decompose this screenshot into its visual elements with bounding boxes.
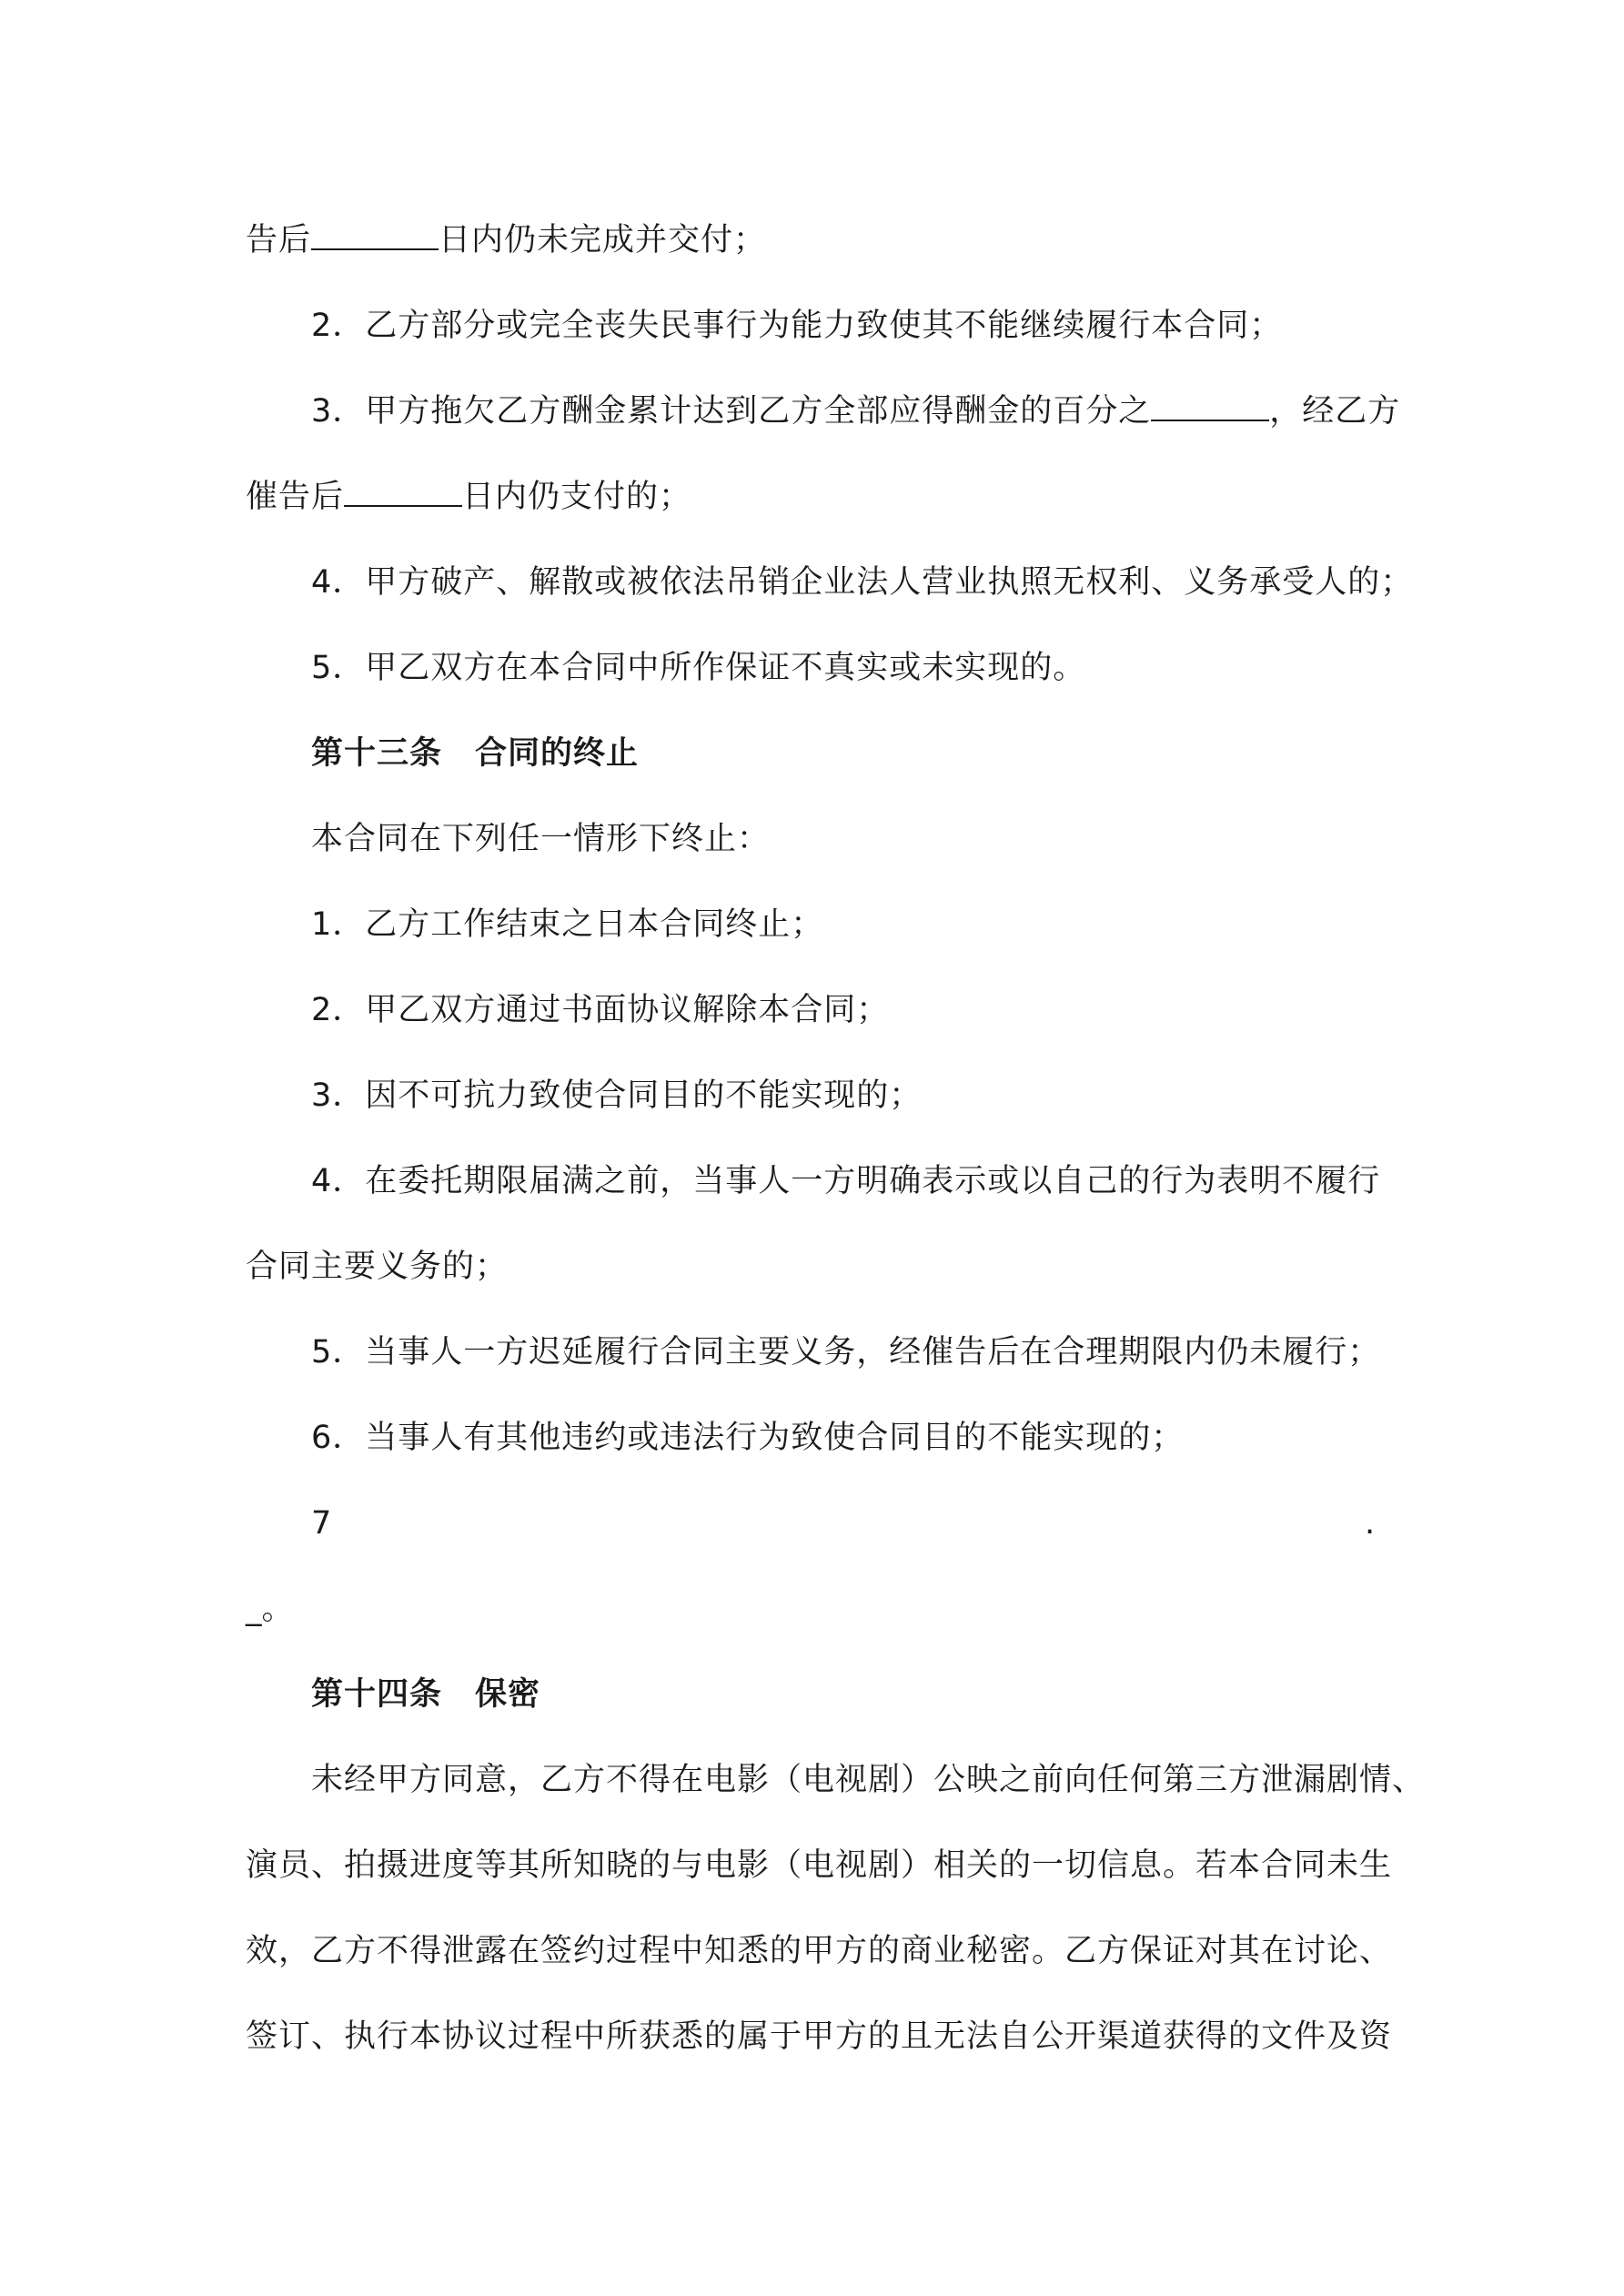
paragraph-line: 本合同在下列任一情形下终止： — [311, 821, 771, 857]
list-item-number: 7 — [311, 1505, 332, 1542]
list-item: 5．甲乙双方在本合同中所作保证不真实或未实现的。 — [311, 650, 1086, 686]
text: 催告后 — [246, 479, 345, 515]
fill-blank — [344, 470, 462, 507]
list-item: 3．因不可抗力致使合同目的不能实现的； — [311, 1077, 923, 1114]
paragraph-line: 演员、拍摄进度等其所知晓的与电影（电视剧）相关的一切信息。若本合同未生 — [246, 1847, 1393, 1884]
list-item: 2．甲乙双方通过书面协议解除本合同； — [311, 992, 890, 1028]
list-item: 1．乙方工作结束之日本合同终止； — [311, 906, 824, 943]
list-item — [311, 384, 1458, 439]
list-item-end: _。 — [246, 1591, 294, 1627]
paragraph-line — [246, 470, 1392, 524]
text: 3．甲方拖欠乙方酬金累计达到乙方全部应得酬金的百分之 — [311, 393, 1152, 430]
paragraph-line: 未经甲方同意，乙方不得在电影（电视剧）公映之前向任何第三方泄漏剧情、 — [311, 1762, 1426, 1798]
article-heading: 第十四条 保密 — [311, 1676, 541, 1713]
text: ，经乙方 — [1269, 393, 1401, 430]
text: 告后 — [246, 222, 312, 258]
fill-blank — [1151, 385, 1269, 421]
paragraph-line: 合同主要义务的； — [246, 1249, 509, 1285]
text: 日内仍未完成并交付； — [439, 222, 767, 258]
article-heading: 第十三条 合同的终止 — [311, 735, 640, 772]
paragraph-line: 签订、执行本协议过程中所获悉的属于甲方的且无法自公开渠道获得的文件及资 — [246, 2018, 1393, 2055]
list-item: 6．当事人有其他违约或违法行为致使合同目的不能实现的； — [311, 1420, 1185, 1456]
list-item: 4．在委托期限届满之前，当事人一方明确表示或以自己的行为表明不履行 — [311, 1163, 1381, 1199]
paragraph-line — [246, 213, 1392, 268]
list-item-dot: . — [1365, 1505, 1376, 1542]
text: 日内仍支付的； — [462, 479, 692, 515]
list-item: 5．当事人一方迟延履行合同主要义务，经催告后在合理期限内仍未履行； — [311, 1334, 1381, 1371]
list-item: 2．乙方部分或完全丧失民事行为能力致使其不能继续履行本合同； — [311, 308, 1283, 344]
fill-blank — [311, 214, 439, 250]
list-item: 4．甲方破产、解散或被依法吊销企业法人营业执照无权利、义务承受人的； — [311, 564, 1414, 601]
paragraph-line: 效，乙方不得泄露在签约过程中知悉的甲方的商业秘密。乙方保证对其在讨论、 — [246, 1933, 1393, 1969]
